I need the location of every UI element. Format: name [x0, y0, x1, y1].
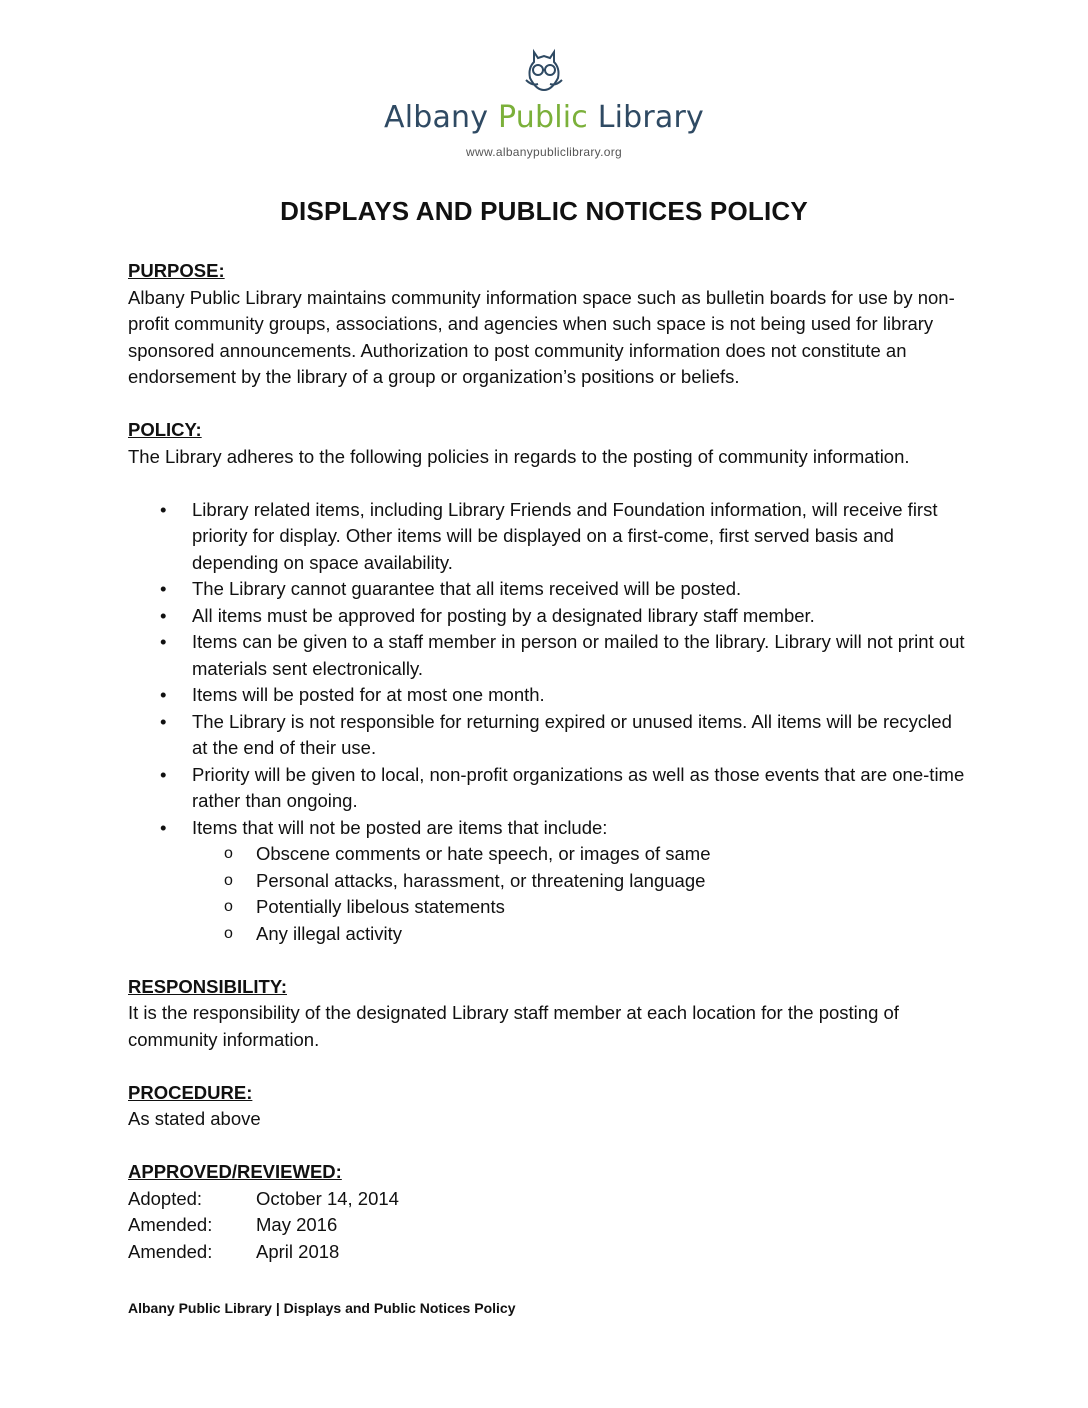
- policy-item-text: The Library cannot guarantee that all items received will be posted.: [192, 578, 742, 599]
- purpose-heading: PURPOSE:: [128, 260, 225, 281]
- policy-intro: The Library adheres to the following policies in regards to the posting of community information.: [128, 445, 910, 467]
- policy-item: [128, 709, 968, 762]
- circle-bullet-icon: o: [224, 924, 233, 942]
- policy-list: [128, 497, 968, 948]
- bullet-icon: •: [160, 684, 167, 705]
- responsibility-heading: RESPONSIBILITY:: [128, 975, 287, 997]
- circle-bullet-icon: o: [224, 845, 233, 862]
- policy-heading: POLICY:: [128, 419, 202, 440]
- bullet-icon: •: [160, 604, 167, 626]
- approved-heading: APPROVED/REVIEWED:: [128, 1161, 342, 1182]
- approval-row: [128, 1212, 968, 1239]
- policy-item: [128, 815, 968, 948]
- policy-item-text: The Library is not responsible for returning expired or unused items. All items will be recycled at the end of their use.: [192, 710, 952, 758]
- document-title: DISPLAYS AND PUBLIC NOTICES POLICY: [280, 196, 808, 226]
- policy-item-text: Priority will be given to local, non-profit organizations as well as those events that are one-time rather than ongoing.: [192, 763, 965, 811]
- page-footer: Albany Public Library | Displays and Public Notices Policy: [128, 1300, 516, 1316]
- excluded-item: [192, 841, 968, 868]
- approval-date: October 14, 2014: [256, 1187, 399, 1209]
- bullet-icon: •: [160, 578, 167, 599]
- bullet-icon: •: [160, 763, 167, 785]
- policy-item: [128, 576, 968, 603]
- excluded-item-text: Personal attacks, harassment, or threatening language: [256, 869, 706, 891]
- policy-item: [128, 603, 968, 630]
- approval-label: Amended:: [128, 1240, 213, 1262]
- circle-bullet-icon: o: [224, 898, 233, 915]
- document-body: [128, 258, 968, 1265]
- excluded-item-text: Any illegal activity: [256, 922, 403, 944]
- approval-row: [128, 1239, 968, 1266]
- policy-item-text: Items that will not be posted are items that include:: [192, 816, 608, 838]
- policy-item: [128, 497, 968, 577]
- excluded-item-text: Obscene comments or hate speech, or images of same: [256, 843, 711, 864]
- approval-label: Amended:: [128, 1214, 213, 1235]
- approval-row: [128, 1186, 968, 1213]
- bullet-icon: •: [160, 710, 167, 732]
- brand-word-public: Public: [497, 100, 598, 135]
- policy-item: [128, 682, 968, 709]
- policy-item: [128, 762, 968, 815]
- bullet-icon: •: [160, 498, 167, 520]
- owl-icon: [512, 46, 576, 94]
- brand-word-albany: Albany: [383, 100, 498, 135]
- bullet-icon: •: [160, 816, 167, 838]
- brand-word-library: Library: [597, 100, 705, 135]
- purpose-text: Albany Public Library maintains community information space such as bulletin boards for use by non-profit community groups, associations, and agencies when such space is not being used for library sponsored announcements. Authorization to post community information does not constitute an endorsement by the library of a group or organization’s positions or beliefs.: [128, 286, 955, 387]
- excluded-item-text: Potentially libelous statements: [256, 896, 505, 917]
- excluded-item: [192, 868, 968, 895]
- policy-item-text: Items will be posted for at most one month.: [192, 684, 545, 705]
- library-brand-name: [0, 100, 1088, 136]
- responsibility-text: It is the responsibility of the designated Library staff member at each location for the posting of community information.: [128, 1002, 899, 1050]
- excluded-item: [192, 894, 968, 921]
- policy-item-text: Items can be given to a staff member in person or mailed to the library. Library will not print out materials sent electronically.: [192, 631, 965, 679]
- library-url: www.albanypubliclibrary.org: [466, 145, 622, 159]
- policy-item-text: All items must be approved for posting by a designated library staff member.: [192, 604, 815, 626]
- policy-item: [128, 629, 968, 682]
- approval-label: Adopted:: [128, 1187, 203, 1209]
- document-header: [0, 46, 1088, 159]
- procedure-heading: PROCEDURE:: [128, 1081, 253, 1103]
- bullet-icon: •: [160, 631, 167, 652]
- excluded-items-list: [192, 841, 968, 947]
- policy-item-text: Library related items, including Library Friends and Foundation information, will receive first priority for display. Other items will be displayed on a first-come, first served basis and depending on space availability.: [192, 498, 938, 573]
- excluded-item: [192, 921, 968, 948]
- approval-date: May 2016: [256, 1214, 338, 1235]
- circle-bullet-icon: o: [224, 871, 233, 889]
- procedure-text: As stated above: [128, 1108, 261, 1129]
- approval-date: April 2018: [256, 1240, 340, 1262]
